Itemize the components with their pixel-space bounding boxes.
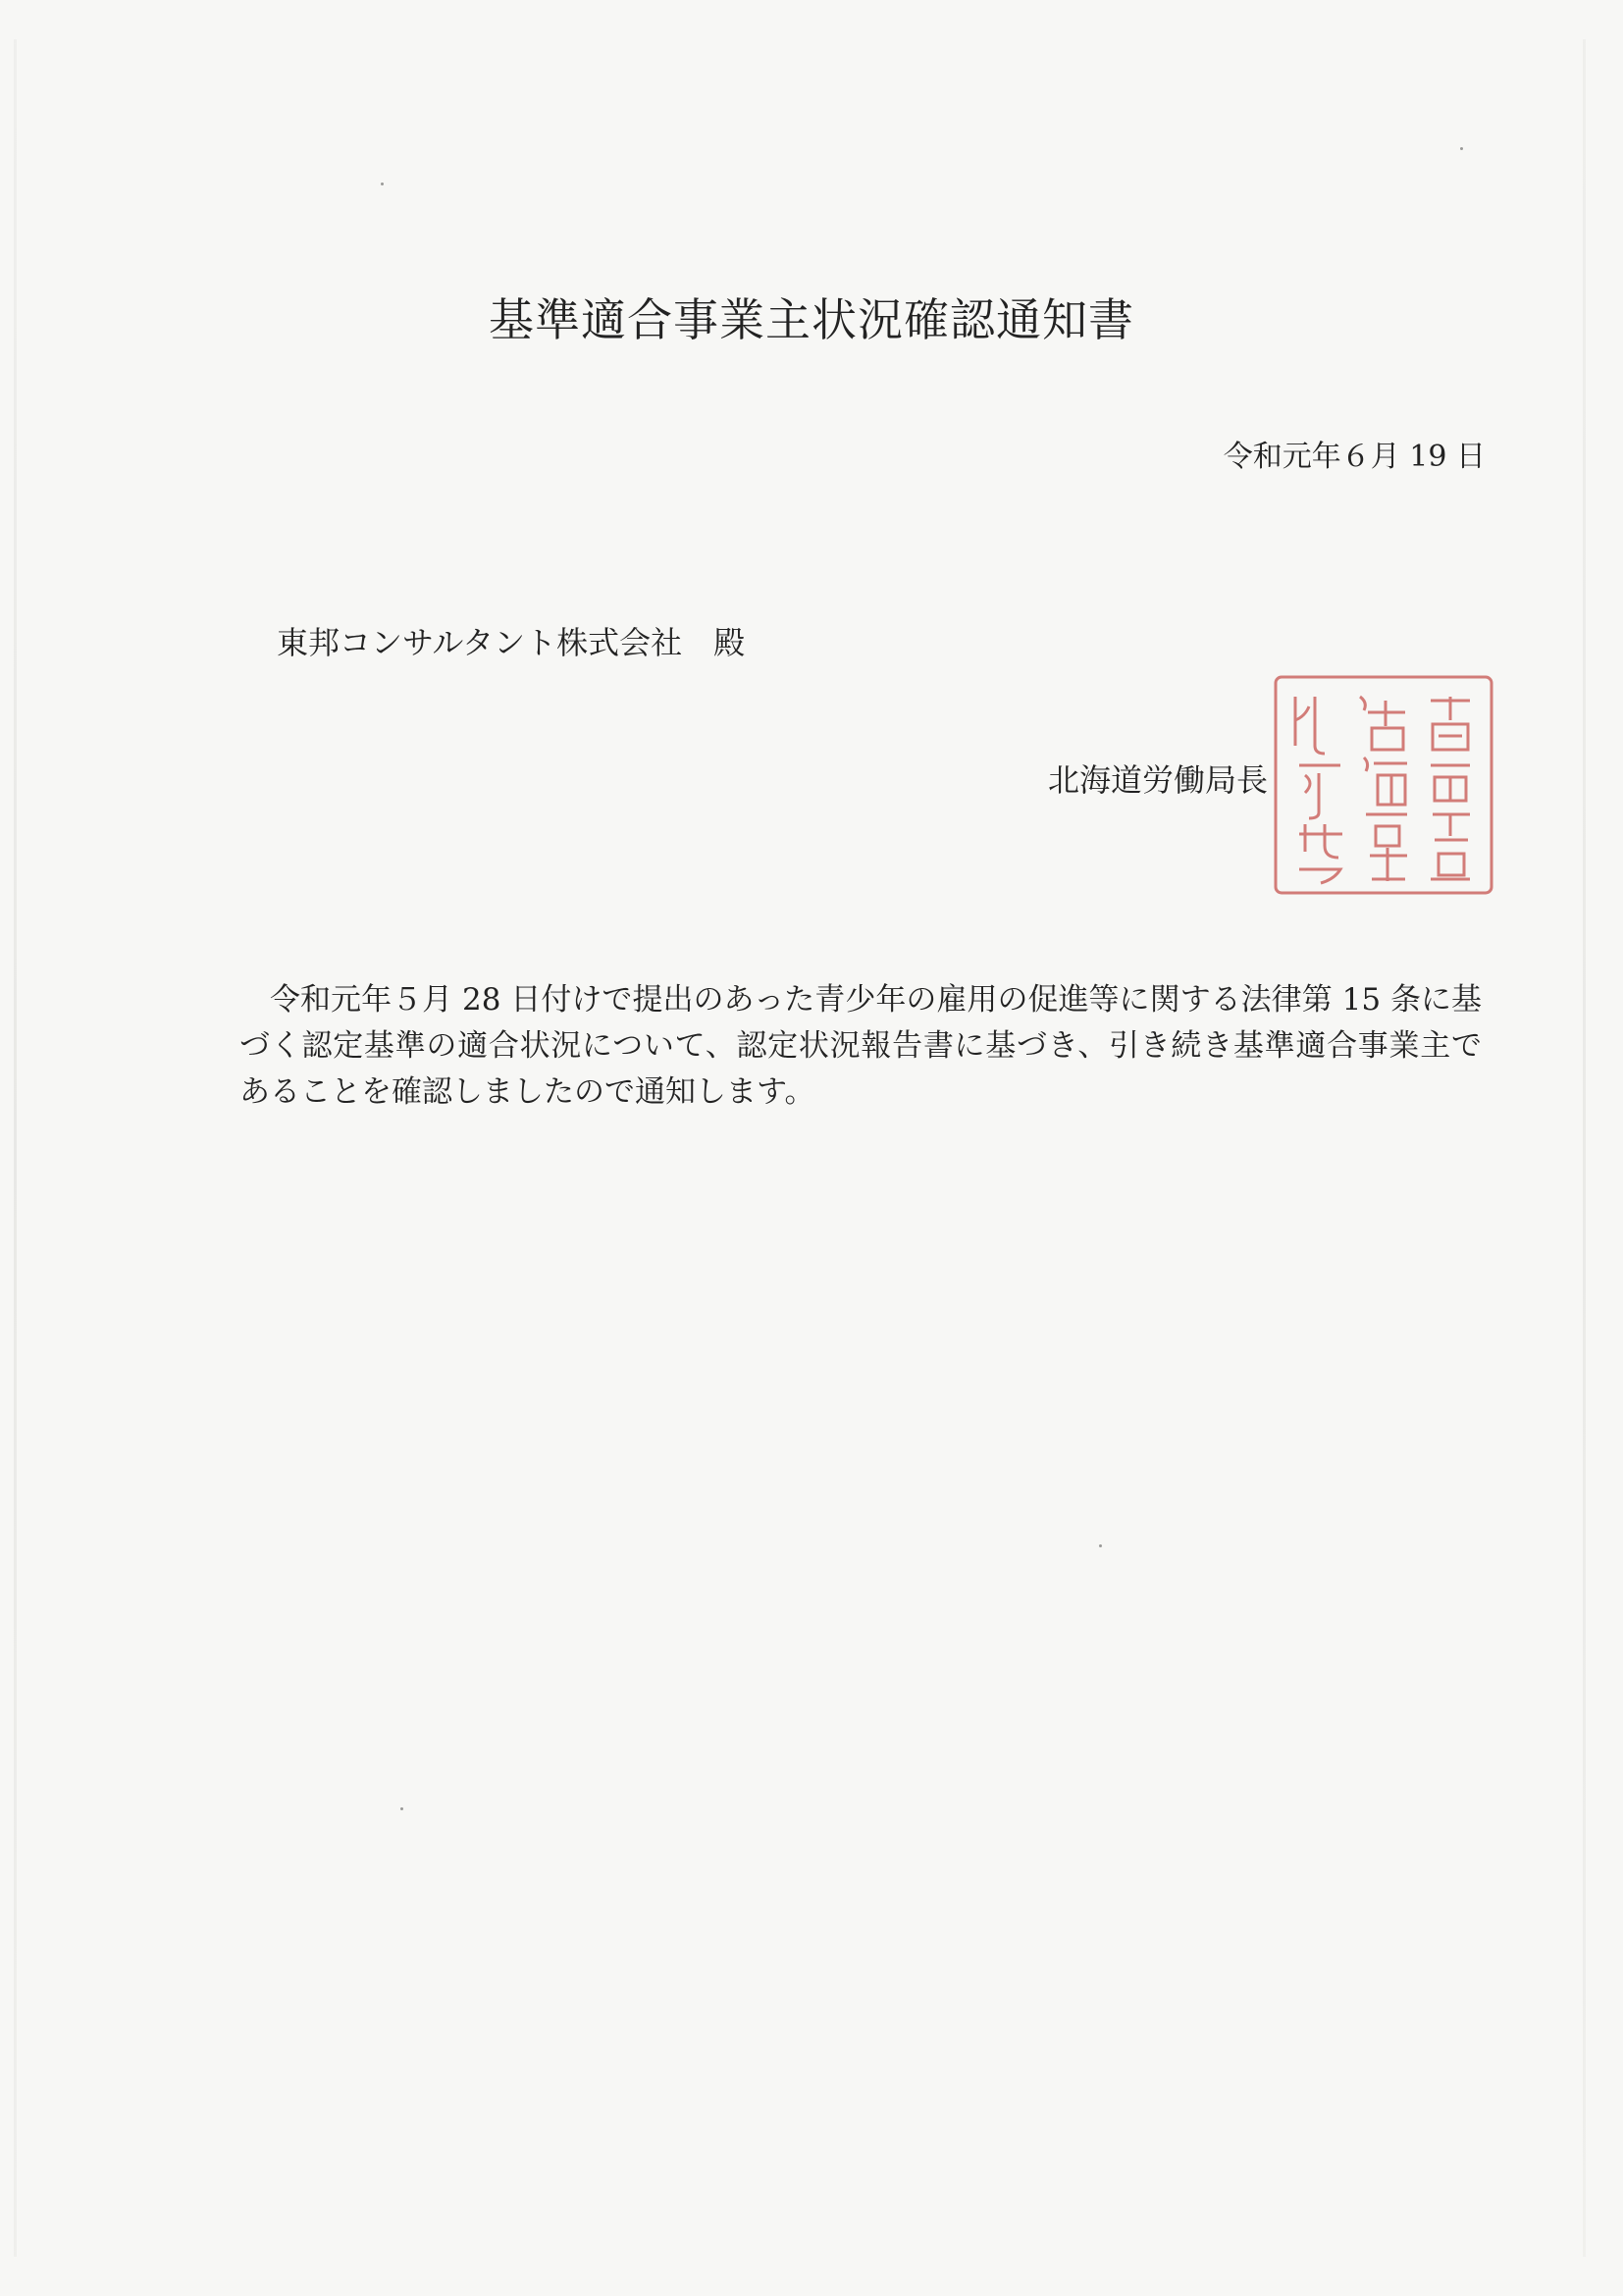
addressee: 東邦コンサルタント株式会社 殿 — [277, 624, 746, 661]
scan-speck — [400, 1807, 403, 1810]
scan-speck — [1460, 147, 1463, 150]
scan-speck — [381, 183, 384, 185]
scan-edge-right — [1583, 39, 1586, 2257]
scan-speck — [1099, 1544, 1102, 1547]
issue-date: 令和元年６月 19 日 — [1223, 440, 1486, 474]
scan-edge-left — [14, 39, 17, 2257]
document-title: 基準適合事業主状況確認通知書 — [489, 293, 1134, 346]
official-seal-stamp-icon — [1266, 667, 1501, 903]
issuer: 北海道労働局長 — [1048, 761, 1269, 799]
notice-body: 令和元年５月 28 日付けで提出のあった青少年の雇用の促進等に関する法律第 15 条に基づく認定基準の適合状況について、認定状況報告書に基づき、引き続き基準適合事業主であることを確認しましたので通知します。 — [239, 982, 1482, 1110]
